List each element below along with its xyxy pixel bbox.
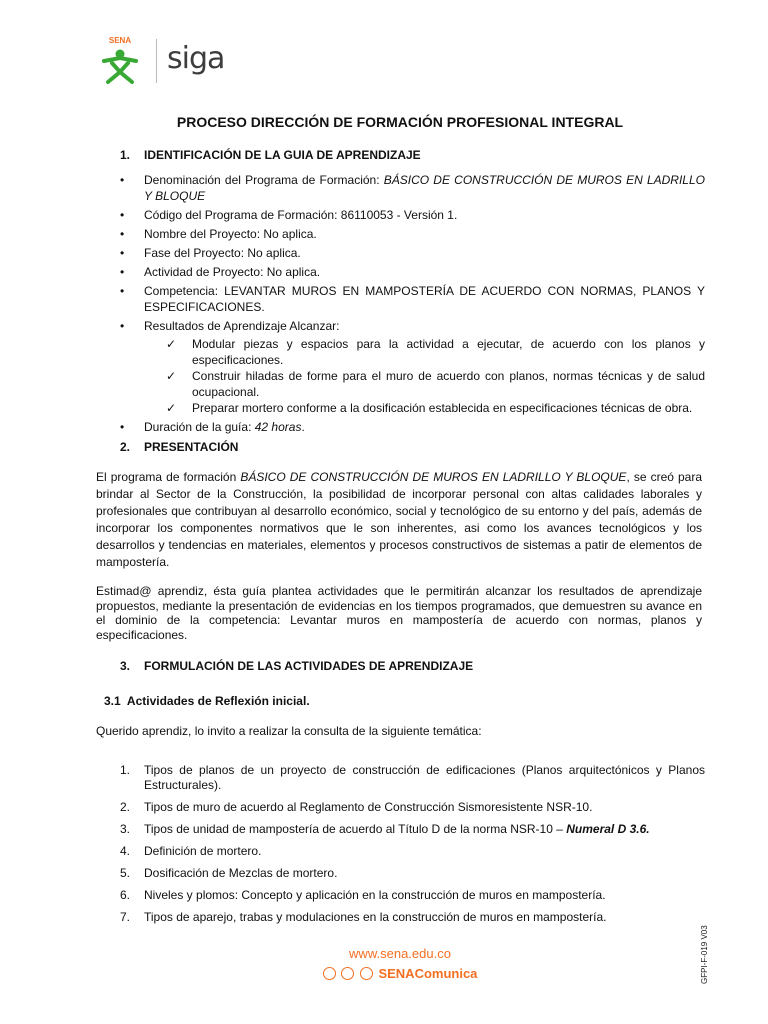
sena-logo	[96, 34, 144, 89]
item-number: 2.	[120, 800, 131, 814]
learning-results-label: Resultados de Aprendizaje Alcanzar:	[144, 319, 340, 333]
list-item	[120, 172, 705, 204]
program-code: Código del Programa de Formación: 86110053 - Versión 1.	[144, 208, 458, 222]
learning-result-text: Construir hiladas de forme para el muro de acuerdo con planos, normas técnicas y de salud ocupacional.	[192, 369, 705, 399]
section-2-title: PRESENTACIÓN	[144, 440, 239, 454]
list-item	[120, 822, 705, 837]
footer-url[interactable]: www.sena.edu.co	[349, 946, 451, 961]
item-number: 3.	[120, 822, 131, 836]
section-3-number: 3.	[120, 659, 131, 673]
section-3-intro: Querido aprendiz, lo invito a realizar la consulta de la siguiente temática:	[96, 724, 482, 738]
competency: Competencia: LEVANTAR MUROS EN MAMPOSTERÍA DE ACUERDO CON NORMAS, PLANOS Y ESPECIFICACIONES.	[144, 284, 705, 314]
list-item	[120, 283, 705, 315]
page-title: PROCESO DIRECCIÓN DE FORMACIÓN PROFESIONAL INTEGRAL	[176, 114, 624, 130]
check-icon: ✓	[166, 337, 177, 351]
project-activity: Actividad de Proyecto: No aplica.	[144, 265, 321, 279]
item-text: Tipos de unidad de mampostería de acuerdo al Título D de la norma NSR-10 –	[144, 822, 567, 836]
learning-result-item	[144, 336, 705, 368]
presentation-paragraph-1	[96, 469, 702, 571]
item-number: 6.	[120, 888, 131, 902]
list-item	[120, 264, 705, 280]
list-item	[120, 207, 705, 223]
item-text: Niveles y plomos: Concepto y aplicación en la construcción de muros en mampostería.	[144, 888, 606, 902]
list-item	[120, 226, 705, 242]
project-name: Nombre del Proyecto: No aplica.	[144, 227, 317, 241]
header-divider	[156, 39, 157, 83]
section-3-title: FORMULACIÓN DE LAS ACTIVIDADES DE APRENDIZAJE	[144, 659, 474, 673]
item-text: Tipos de muro de acuerdo al Reglamento de Construcción Sismoresistente NSR-10.	[144, 800, 593, 814]
document-header	[96, 36, 224, 86]
duration-value: 42 horas	[254, 420, 302, 434]
footer-social	[0, 966, 768, 981]
learning-result-text: Preparar mortero conforme a la dosificación establecida en especificaciones técnicas de obra.	[192, 401, 693, 415]
identification-list	[120, 172, 705, 438]
project-phase: Fase del Proyecto: No aplica.	[144, 246, 301, 260]
item-number: 5.	[120, 866, 131, 880]
item-emphasis: Numeral D 3.6.	[566, 822, 650, 836]
item-number: 4.	[120, 844, 131, 858]
sena-logo-text: SENA	[108, 35, 132, 45]
item-text: Dosificación de Mezclas de mortero.	[144, 866, 338, 880]
list-item	[120, 763, 705, 793]
learning-result-text: Modular piezas y espacios para la actividad a ejecutar, de acuerdo con los planos y especificaciones.	[192, 337, 705, 367]
section-1-title: IDENTIFICACIÓN DE LA GUIA DE APRENDIZAJE	[144, 148, 421, 162]
duration-label: Duración de la guía:	[144, 420, 255, 434]
item-text: Definición de mortero.	[144, 844, 262, 858]
list-item	[120, 910, 705, 925]
document-code: GFPI-F-019 V03	[700, 925, 709, 984]
list-item	[120, 419, 705, 435]
item-text: Tipos de aparejo, trabas y modulaciones en la construcción de muros en mampostería.	[144, 910, 607, 924]
program-label: Denominación del Programa de Formación:	[144, 173, 384, 187]
item-number: 7.	[120, 910, 131, 924]
section-2-heading	[120, 440, 238, 454]
facebook-icon	[323, 967, 336, 980]
section-2-number: 2.	[120, 440, 131, 454]
learning-result-item	[144, 368, 705, 400]
section-3-heading	[120, 659, 473, 673]
subsection-number: 3.1	[104, 694, 121, 708]
list-item	[120, 800, 705, 815]
twitter-icon	[360, 967, 373, 980]
list-item	[120, 245, 705, 261]
program-name: BÁSICO DE CONSTRUCCIÓN DE MUROS EN LADRILLO Y BLOQUE	[240, 470, 627, 484]
social-handle: SENAComunica	[378, 966, 478, 981]
section-1-number: 1.	[120, 148, 131, 162]
subsection-3-1-heading	[104, 694, 310, 708]
program-name: BÁSICO DE CONSTRUCCIÓN DE MUROS EN LADRILLO Y BLOQUE	[144, 173, 705, 203]
subsection-title: Actividades de Reflexión inicial.	[126, 694, 310, 708]
siga-logo: siga	[167, 40, 225, 76]
topics-list	[120, 763, 705, 932]
paragraph-text: , se creó para brindar al Sector de la Construcción, la posibilidad de incorporar personal con altas calidades laborales y profesionales que contribuyan al desarrollo económico, social y tecnológico de su entorno y del país, además de incorporar los componentes normativos que le son inherentes, asi como los avances tecnológicos y los desarrollos y tendencias en materiales, elementos y procesos constructivos de sistemas a patir de elementos de mampostería.	[96, 470, 702, 569]
item-text: Tipos de planos de un proyecto de construcción de edificaciones (Planos arquitectónicos y Planos Estructurales).	[144, 763, 705, 792]
learning-results-list	[144, 336, 705, 416]
check-icon: ✓	[166, 401, 177, 415]
duration-end: .	[301, 420, 305, 434]
list-item	[120, 318, 705, 416]
list-item	[120, 844, 705, 859]
paragraph-text: El programa de formación	[96, 470, 241, 484]
item-number: 1.	[120, 763, 131, 777]
presentation-paragraph-2: Estimad@ aprendiz, ésta guía plantea actividades que le permitirán alcanzar los resultados de aprendizaje propuestos, mediante la presentación de evidencias en los tiempos programados, que demuestren su avance en el dominio de la competencia: Levantar muros en mampostería de acuerdo con normas, planos y especificaciones.	[96, 584, 702, 642]
list-item	[120, 866, 705, 881]
instagram-icon	[341, 967, 354, 980]
section-1-heading	[120, 148, 421, 162]
learning-result-item	[144, 400, 705, 416]
check-icon: ✓	[166, 369, 177, 383]
list-item	[120, 888, 705, 903]
